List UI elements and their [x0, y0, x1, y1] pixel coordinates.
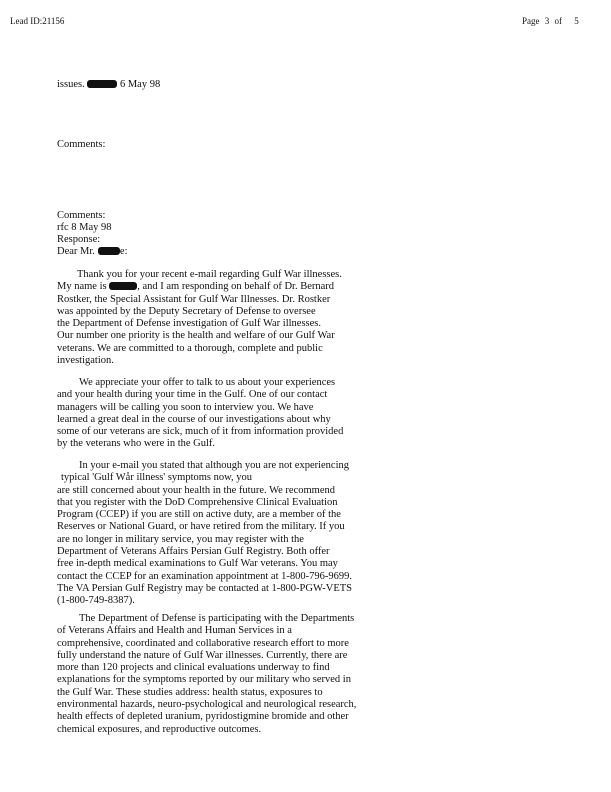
issues-date: 6 May 98 [119, 79, 161, 90]
text-line: Our number one priority is the health and welfare of our Gulf War [57, 330, 335, 342]
paragraph-3 [57, 460, 357, 608]
text-line: free in-depth medical examinations to Gulf War veterans. You may [57, 558, 338, 570]
salutation-suffix: e: [119, 246, 128, 257]
text-line: fully understand the nature of Gulf War illnesses. Currently, there are [57, 649, 348, 661]
text-line [57, 281, 357, 293]
redaction-mark [109, 282, 137, 290]
text-line: In your e-mail you stated that although you are not experiencing [79, 460, 350, 471]
salutation-prefix: Dear Mr. [57, 246, 95, 257]
text-line: Reserves or National Guard, or have retired from the military. If you [57, 521, 345, 533]
text-line: environmental hazards, neuro-psychological and neurological research, [57, 699, 357, 711]
issues-prefix: issues. [57, 79, 85, 90]
text-line: was appointed by the Deputy Secretary of Defense to oversee [57, 305, 316, 317]
redaction-mark [87, 80, 117, 88]
paragraph-1 [57, 269, 357, 367]
page-total: 5 [574, 16, 579, 26]
issues-line [57, 79, 160, 91]
text-line: The VA Persian Gulf Registry may be contacted at 1-800-PGW-VETS [57, 582, 353, 594]
text-line: We appreciate your offer to talk to us about your experiences [79, 377, 336, 388]
text-line: comprehensive, coordinated and collaborative research effort to more [57, 637, 349, 649]
comments-label-2: Comments: [57, 210, 106, 221]
text-line: Department of Veterans Affairs Persian Gulf Registry. Both offer [57, 546, 330, 558]
text-line: investigation. [57, 355, 114, 367]
text-line: the Department of Defense investigation of Gulf War illnesses. [57, 318, 322, 330]
name-continuation: , and I am responding on behalf of Dr. Bernard [137, 281, 335, 293]
name-intro: My name is [57, 281, 107, 293]
rfc-line: rfc 8 May 98 [57, 222, 112, 233]
text-line: the Gulf War. These studies address: health status, exposures to [57, 686, 323, 698]
lead-id: Lead ID:21156 [10, 16, 65, 26]
text-line: that you register with the DoD Comprehensive Clinical Evaluation [57, 496, 338, 508]
text-line: are no longer in military service, you may register with the [57, 533, 304, 545]
text-line: are still concerned about your health in the future. We recommend [57, 484, 335, 496]
page-of: of [554, 16, 562, 26]
response-label: Response: [57, 234, 101, 245]
text-line: by the veterans who were in the Gulf. [57, 438, 216, 450]
salutation [57, 246, 127, 258]
text-line: contact the CCEP for an examination appointment at 1-800-796-9699. [57, 570, 352, 582]
text-line: more than 120 projects and clinical evaluations underway to find [57, 662, 330, 674]
redaction-mark [98, 247, 120, 255]
text-line: Program (CCEP) if you are still on active duty, are a member of the [57, 509, 341, 521]
paragraph-4 [57, 613, 357, 736]
text-line: of Veterans Affairs and Health and Human Services in a [57, 625, 292, 637]
text-line: some of our veterans are sick, much of it from information provided [57, 426, 344, 438]
text-line: (1-800-749-8387). [57, 595, 135, 607]
paragraph-2 [57, 377, 357, 451]
text-line: chemical exposures, and reproductive outcomes. [57, 723, 262, 735]
comments-label-1: Comments: [57, 139, 106, 150]
text-line: typical 'Gulf Wår illness' symptoms now, you [61, 472, 253, 484]
text-line: learned a great deal in the course of our investigations about why [57, 413, 331, 425]
page-current: 3 [544, 16, 550, 26]
text-line: and your health during your time in the Gulf. One of our contact [57, 389, 328, 401]
text-line: Thank you for your recent e-mail regarding Gulf War illnesses. [77, 269, 342, 280]
page-indicator [522, 16, 579, 26]
text-line: Rostker, the Special Assistant for Gulf War Illnesses. Dr. Rostker [57, 293, 331, 305]
text-line: health effects of depleted uranium, pyridostigmine bromide and other [57, 711, 349, 723]
page-word: Page [522, 16, 540, 26]
text-line: The Department of Defense is participating with the Departments [79, 613, 355, 624]
text-line: managers will be calling you soon to interview you. We have [57, 401, 314, 413]
text-line: explanations for the symptoms reported by our military who served in [57, 674, 351, 686]
text-line: veterans. We are committed to a thorough, complete and public [57, 342, 323, 354]
